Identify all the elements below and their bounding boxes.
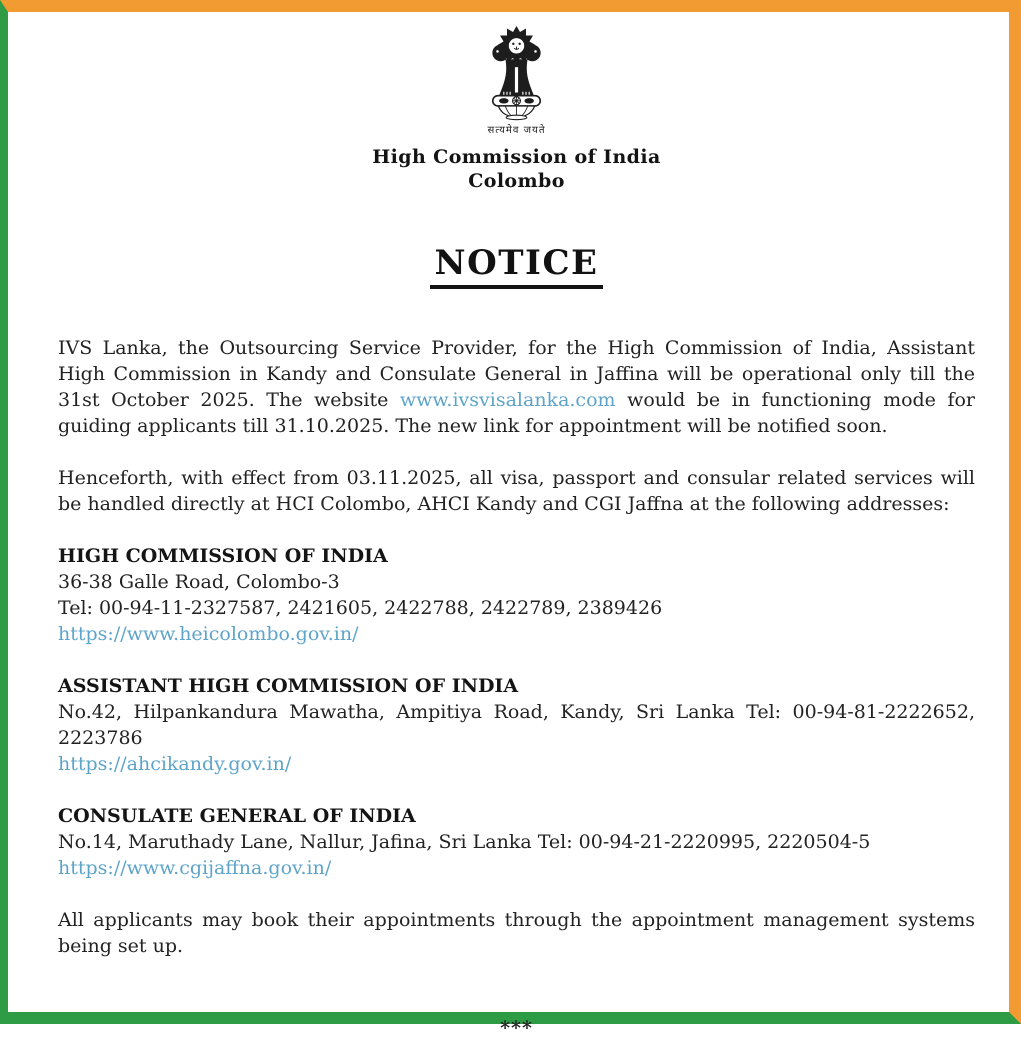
office-address: No.14, Maruthady Lane, Nallur, Jafina, Sri Lanka Tel: 00-94-21-2220995, 2220504-5 (58, 831, 871, 853)
office-address: No.42, Hilpankandura Mawatha, Ampitiya Road, Kandy, Sri Lanka Tel: 00-94-81-2222652, 2223786 (58, 701, 975, 749)
intro-paragraph (58, 335, 975, 439)
effective-date-paragraph: Henceforth, with effect from 03.11.2025, all visa, passport and consular related services will be handled directly at HCI Colombo, AHCI Kandy and CGI Jaffna at the following addresses: (58, 467, 975, 515)
intro-text-after-link: would be in functioning mode for guiding applicants till 31.10.2025. The new link for appointment will be notified soon. (58, 389, 976, 437)
ahci-kandy-website-link[interactable]: https://ahcikandy.gov.in/ (58, 753, 292, 775)
office-block-hci-colombo (58, 543, 975, 647)
office-telephone: Tel: 00-94-11-2327587, 2421605, 2422788, 2422789, 2389426 (58, 597, 663, 619)
letterhead (58, 26, 975, 193)
letterhead-org-city: Colombo (468, 170, 565, 192)
hci-colombo-website-link[interactable]: https://www.heicolombo.gov.in/ (58, 623, 359, 645)
notice-title-text: NOTICE (430, 243, 604, 289)
letterhead-org-name: High Commission of India (372, 146, 661, 168)
office-name: CONSULATE GENERAL OF INDIA (58, 805, 416, 827)
notice-document (8, 12, 1009, 1039)
office-address: 36-38 Galle Road, Colombo-3 (58, 571, 340, 593)
notice-title (58, 243, 975, 289)
ivs-website-link[interactable]: www.ivsvisalanka.com (399, 389, 616, 411)
office-name: ASSISTANT HIGH COMMISSION OF INDIA (58, 675, 519, 697)
emblem-of-india-icon (58, 26, 975, 121)
end-mark: *** (500, 1017, 533, 1039)
closing-paragraph: All applicants may book their appointments through the appointment management systems being set up. (58, 909, 975, 957)
intro-text-before-link: IVS Lanka, the Outsourcing Service Provider, for the High Commission of India, Assistant High Commission in Kandy and Consulate General in Jaffina will be operational only till the 31st October 2025. The website (58, 337, 975, 411)
office-block-cgi-jaffna (58, 803, 975, 881)
office-block-ahci-kandy (58, 673, 975, 777)
emblem-motto: सत्यमेव जयते (487, 125, 546, 136)
office-name: HIGH COMMISSION OF INDIA (58, 545, 388, 567)
cgi-jaffna-website-link[interactable]: https://www.cgijaffna.gov.in/ (58, 857, 332, 879)
